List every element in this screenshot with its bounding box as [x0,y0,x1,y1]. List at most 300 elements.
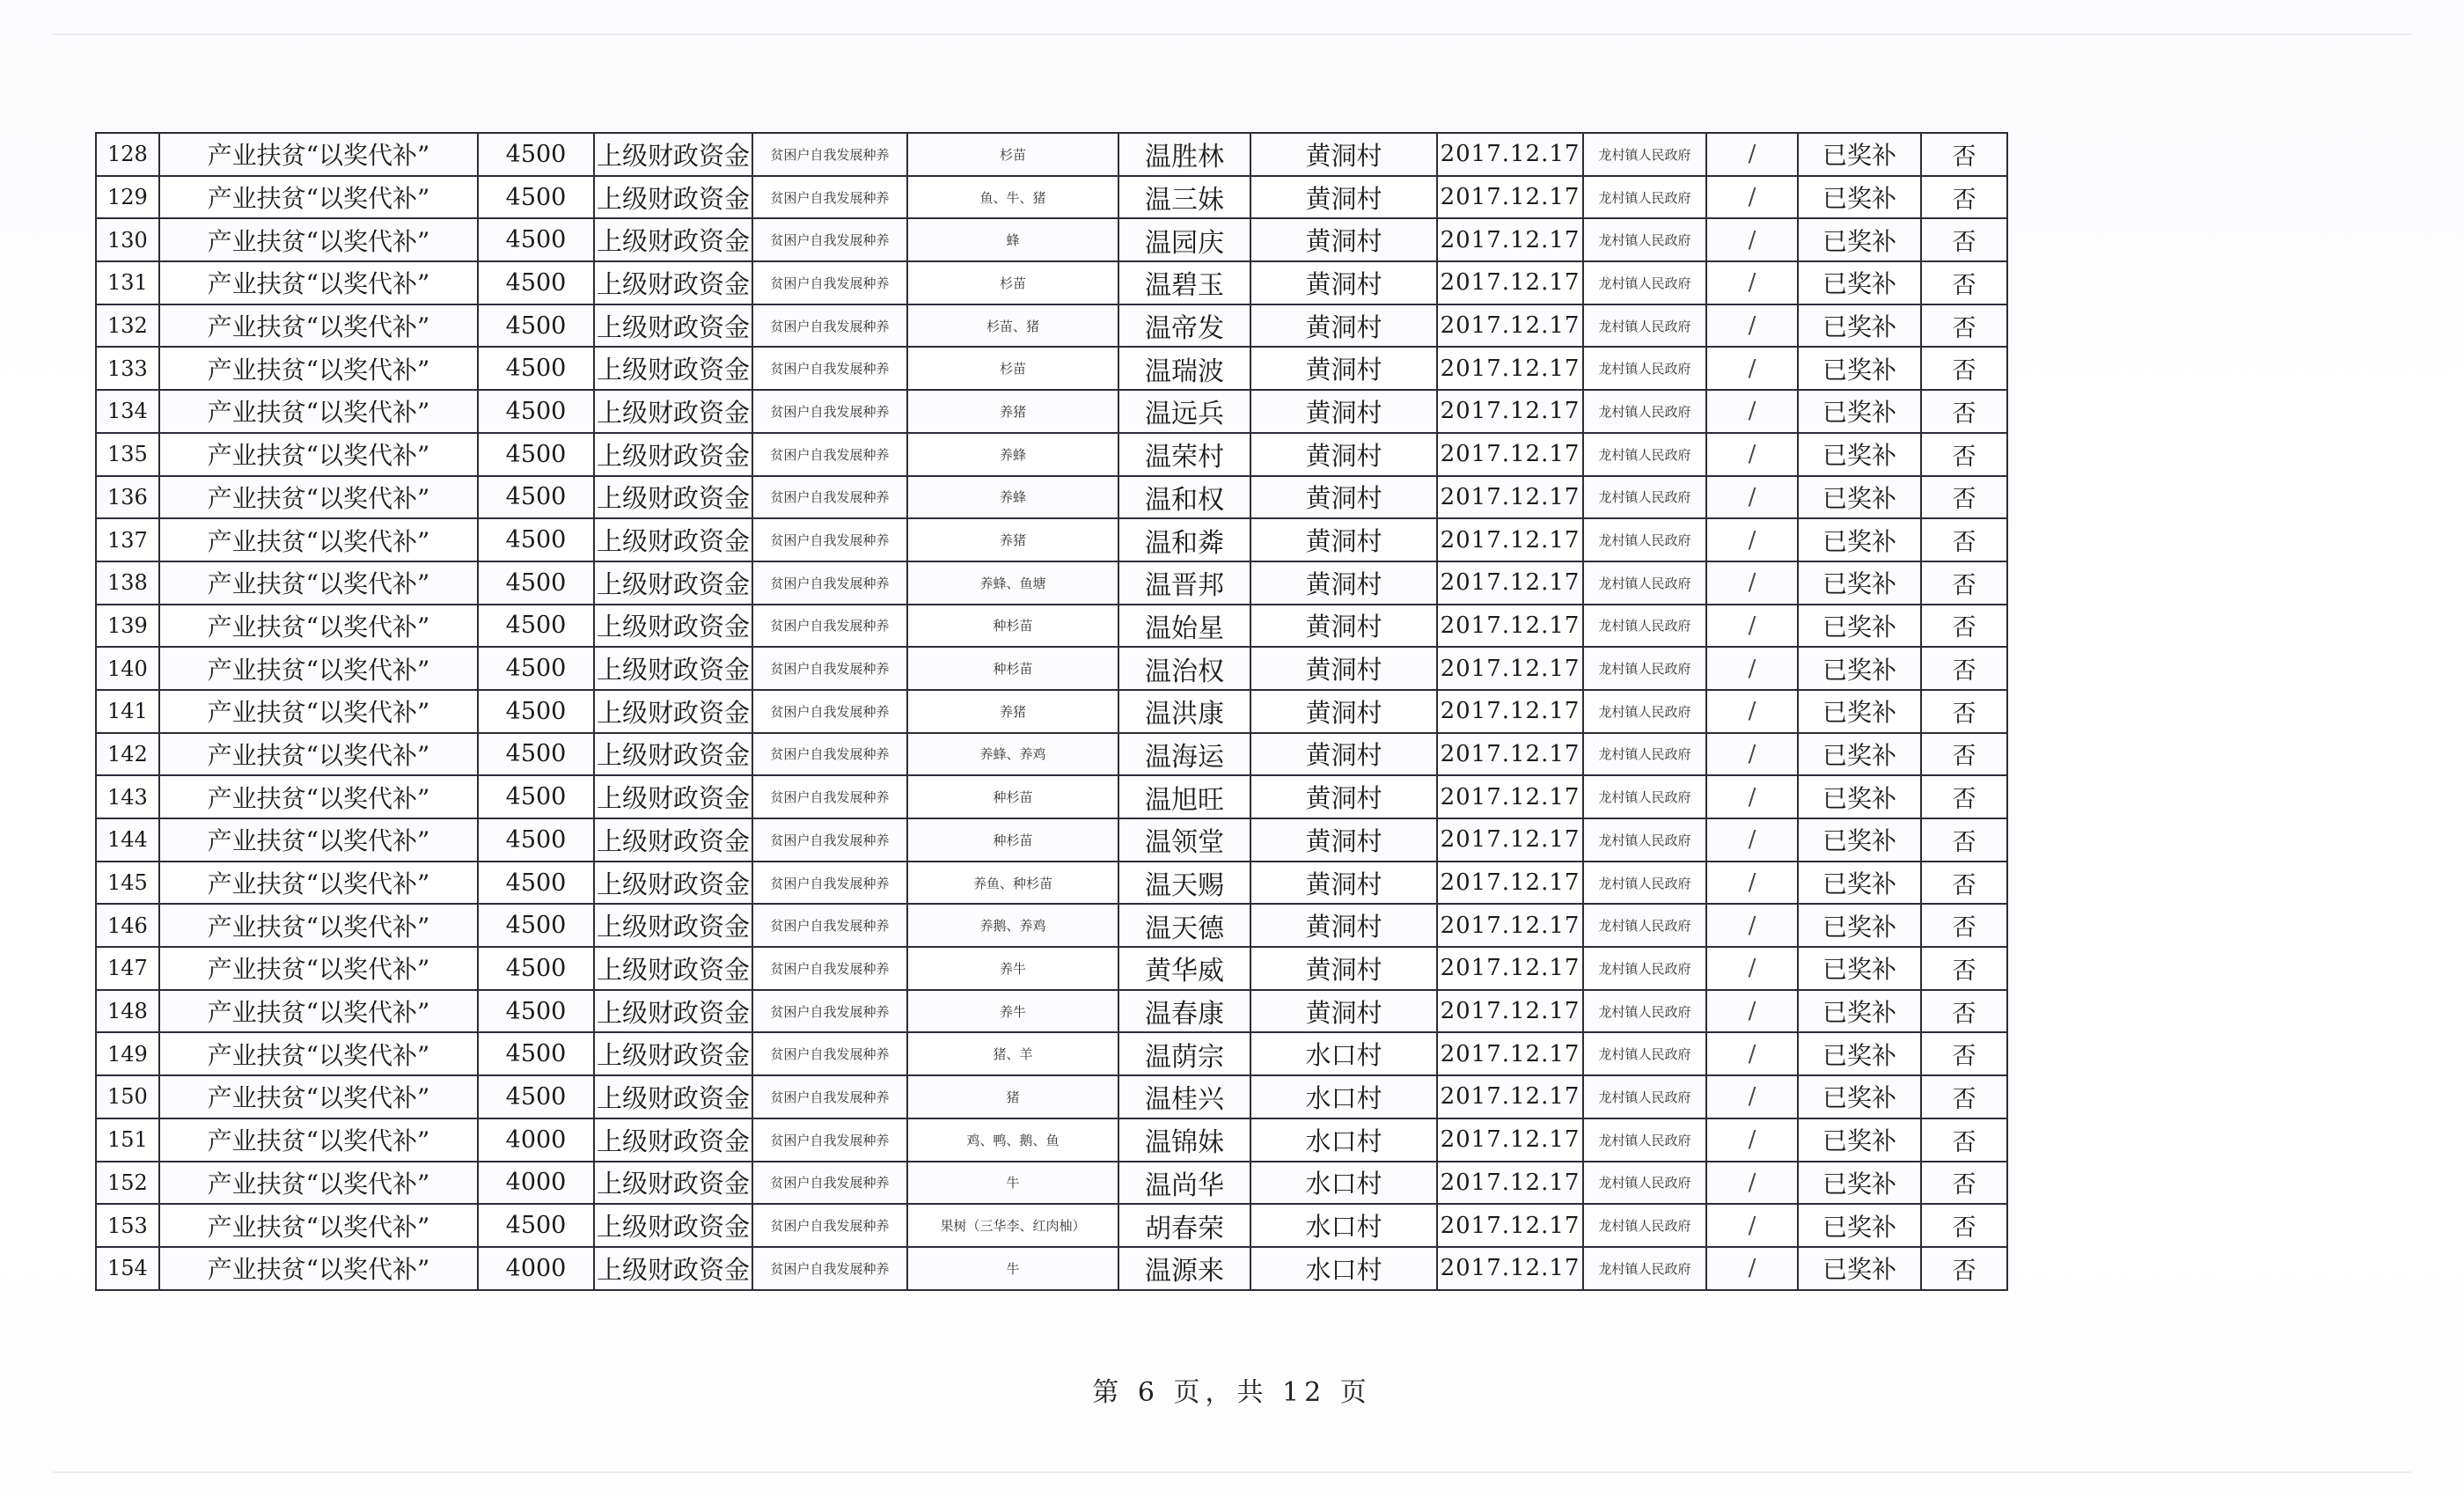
subsidy-status: 已奖补 [1798,390,1921,433]
breeding-detail: 蜂 [907,218,1118,261]
beneficiary-name: 温远兵 [1118,390,1250,433]
breeding-detail: 猪 [907,1075,1118,1118]
breeding-detail: 养猪 [907,390,1118,433]
approving-authority: 龙村镇人民政府 [1583,862,1706,905]
beneficiary-name: 温和粦 [1118,518,1250,561]
approval-date: 2017.12.17 [1437,433,1583,476]
approval-date: 2017.12.17 [1437,218,1583,261]
project-type: 贫困户自我发展种养 [752,561,907,605]
approval-date: 2017.12.17 [1437,904,1583,947]
village-name: 黄洞村 [1250,133,1437,176]
fund-source: 上级财政资金 [594,133,752,176]
subsidy-status: 已奖补 [1798,605,1921,648]
subsidy-status: 已奖补 [1798,904,1921,947]
table-row [96,261,2007,304]
fund-source: 上级财政资金 [594,261,752,304]
approving-authority: 龙村镇人民政府 [1583,690,1706,733]
approving-authority: 龙村镇人民政府 [1583,647,1706,690]
remark-cell: / [1706,1247,1798,1290]
village-name: 黄洞村 [1250,818,1437,862]
beneficiary-name: 温三妹 [1118,176,1250,219]
row-number: 147 [96,947,159,990]
row-number: 151 [96,1118,159,1162]
project-type: 贫困户自我发展种养 [752,775,907,818]
approval-date: 2017.12.17 [1437,1075,1583,1118]
flag-cell: 否 [1921,218,2007,261]
fund-source: 上级财政资金 [594,561,752,605]
subsidy-status: 已奖补 [1798,176,1921,219]
village-name: 黄洞村 [1250,261,1437,304]
flag-cell: 否 [1921,733,2007,776]
table-row [96,304,2007,348]
row-number: 128 [96,133,159,176]
row-number: 144 [96,818,159,862]
remark-cell: / [1706,605,1798,648]
table-row [96,390,2007,433]
project-type: 贫困户自我发展种养 [752,1162,907,1205]
project-name: 产业扶贫“以奖代补” [159,904,478,947]
subsidy-status: 已奖补 [1798,433,1921,476]
approving-authority: 龙村镇人民政府 [1583,304,1706,348]
project-name: 产业扶贫“以奖代补” [159,133,478,176]
beneficiary-name: 温瑞波 [1118,347,1250,390]
row-number: 131 [96,261,159,304]
fund-source: 上级财政资金 [594,733,752,776]
row-number: 135 [96,433,159,476]
subsidy-status: 已奖补 [1798,1075,1921,1118]
approving-authority: 龙村镇人民政府 [1583,347,1706,390]
table-row [96,1075,2007,1118]
beneficiary-name: 温旭旺 [1118,775,1250,818]
fund-source: 上级财政资金 [594,518,752,561]
fund-source: 上级财政资金 [594,1075,752,1118]
approval-date: 2017.12.17 [1437,518,1583,561]
subsidy-status: 已奖补 [1798,1204,1921,1247]
row-number: 133 [96,347,159,390]
approval-date: 2017.12.17 [1437,304,1583,348]
project-name: 产业扶贫“以奖代补” [159,733,478,776]
subsidy-amount: 4500 [478,133,594,176]
subsidy-amount: 4500 [478,347,594,390]
breeding-detail: 种杉苗 [907,647,1118,690]
fund-source: 上级财政资金 [594,1247,752,1290]
beneficiary-name: 温桂兴 [1118,1075,1250,1118]
fund-source: 上级财政资金 [594,176,752,219]
subsidy-amount: 4500 [478,862,594,905]
subsidy-amount: 4500 [478,647,594,690]
project-name: 产业扶贫“以奖代补” [159,518,478,561]
beneficiary-name: 温治权 [1118,647,1250,690]
breeding-detail: 养牛 [907,990,1118,1033]
breeding-detail: 鱼、牛、猪 [907,176,1118,219]
approving-authority: 龙村镇人民政府 [1583,775,1706,818]
project-type: 贫困户自我发展种养 [752,1032,907,1075]
row-number: 145 [96,862,159,905]
village-name: 黄洞村 [1250,947,1437,990]
subsidy-status: 已奖补 [1798,990,1921,1033]
row-number: 142 [96,733,159,776]
table-row [96,1204,2007,1247]
breeding-detail: 养鹅、养鸡 [907,904,1118,947]
breeding-detail: 种杉苗 [907,605,1118,648]
breeding-detail: 牛 [907,1247,1118,1290]
flag-cell: 否 [1921,605,2007,648]
beneficiary-name: 温洪康 [1118,690,1250,733]
breeding-detail: 种杉苗 [907,775,1118,818]
village-name: 黄洞村 [1250,176,1437,219]
row-number: 141 [96,690,159,733]
table-row [96,1118,2007,1162]
approval-date: 2017.12.17 [1437,1118,1583,1162]
approving-authority: 龙村镇人民政府 [1583,1162,1706,1205]
approving-authority: 龙村镇人民政府 [1583,904,1706,947]
table-row [96,733,2007,776]
table-row [96,433,2007,476]
fund-source: 上级财政资金 [594,690,752,733]
project-type: 贫困户自我发展种养 [752,862,907,905]
flag-cell: 否 [1921,1162,2007,1205]
subsidy-status: 已奖补 [1798,347,1921,390]
subsidy-amount: 4500 [478,1075,594,1118]
subsidy-amount: 4500 [478,518,594,561]
row-number: 143 [96,775,159,818]
project-type: 贫困户自我发展种养 [752,605,907,648]
project-name: 产业扶贫“以奖代补” [159,1118,478,1162]
village-name: 黄洞村 [1250,561,1437,605]
subsidy-status: 已奖补 [1798,818,1921,862]
approval-date: 2017.12.17 [1437,818,1583,862]
subsidy-status: 已奖补 [1798,518,1921,561]
flag-cell: 否 [1921,176,2007,219]
approval-date: 2017.12.17 [1437,733,1583,776]
subsidy-status: 已奖补 [1798,862,1921,905]
remark-cell: / [1706,518,1798,561]
project-name: 产业扶贫“以奖代补” [159,947,478,990]
fund-source: 上级财政资金 [594,304,752,348]
project-type: 贫困户自我发展种养 [752,690,907,733]
table-row [96,947,2007,990]
village-name: 水口村 [1250,1075,1437,1118]
beneficiary-name: 温天德 [1118,904,1250,947]
remark-cell: / [1706,947,1798,990]
approving-authority: 龙村镇人民政府 [1583,990,1706,1033]
subsidy-status: 已奖补 [1798,947,1921,990]
village-name: 水口村 [1250,1032,1437,1075]
approval-date: 2017.12.17 [1437,261,1583,304]
approving-authority: 龙村镇人民政府 [1583,261,1706,304]
table-row [96,1032,2007,1075]
project-name: 产业扶贫“以奖代补” [159,1032,478,1075]
table-body [96,133,2007,1290]
approval-date: 2017.12.17 [1437,1162,1583,1205]
beneficiary-name: 温园庆 [1118,218,1250,261]
fund-source: 上级财政资金 [594,947,752,990]
subsidy-status: 已奖补 [1798,218,1921,261]
approval-date: 2017.12.17 [1437,390,1583,433]
table-row [96,133,2007,176]
project-type: 贫困户自我发展种养 [752,433,907,476]
remark-cell: / [1706,647,1798,690]
remark-cell: / [1706,818,1798,862]
row-number: 130 [96,218,159,261]
flag-cell: 否 [1921,775,2007,818]
approving-authority: 龙村镇人民政府 [1583,733,1706,776]
breeding-detail: 牛 [907,1162,1118,1205]
beneficiary-name: 温和权 [1118,476,1250,519]
beneficiary-name: 温胜林 [1118,133,1250,176]
subsidy-table [95,132,2008,1291]
remark-cell: / [1706,1204,1798,1247]
breeding-detail: 猪、羊 [907,1032,1118,1075]
row-number: 134 [96,390,159,433]
flag-cell: 否 [1921,1247,2007,1290]
project-type: 贫困户自我发展种养 [752,518,907,561]
row-number: 146 [96,904,159,947]
subsidy-amount: 4500 [478,733,594,776]
project-type: 贫困户自我发展种养 [752,818,907,862]
project-type: 贫困户自我发展种养 [752,1247,907,1290]
project-type: 贫困户自我发展种养 [752,261,907,304]
project-type: 贫困户自我发展种养 [752,990,907,1033]
project-name: 产业扶贫“以奖代补” [159,647,478,690]
scan-artifact-line [53,1471,2411,1473]
project-type: 贫困户自我发展种养 [752,904,907,947]
row-number: 152 [96,1162,159,1205]
approval-date: 2017.12.17 [1437,133,1583,176]
flag-cell: 否 [1921,1032,2007,1075]
project-name: 产业扶贫“以奖代补” [159,990,478,1033]
row-number: 153 [96,1204,159,1247]
project-name: 产业扶贫“以奖代补” [159,304,478,348]
fund-source: 上级财政资金 [594,390,752,433]
fund-source: 上级财政资金 [594,775,752,818]
village-name: 黄洞村 [1250,733,1437,776]
project-name: 产业扶贫“以奖代补” [159,476,478,519]
approving-authority: 龙村镇人民政府 [1583,1032,1706,1075]
village-name: 黄洞村 [1250,476,1437,519]
approving-authority: 龙村镇人民政府 [1583,605,1706,648]
project-type: 贫困户自我发展种养 [752,218,907,261]
approval-date: 2017.12.17 [1437,347,1583,390]
fund-source: 上级财政资金 [594,433,752,476]
flag-cell: 否 [1921,261,2007,304]
beneficiary-name: 温碧玉 [1118,261,1250,304]
row-number: 129 [96,176,159,219]
remark-cell: / [1706,561,1798,605]
approval-date: 2017.12.17 [1437,990,1583,1033]
subsidy-status: 已奖补 [1798,733,1921,776]
table-row [96,518,2007,561]
approving-authority: 龙村镇人民政府 [1583,1247,1706,1290]
approving-authority: 龙村镇人民政府 [1583,390,1706,433]
remark-cell: / [1706,990,1798,1033]
subsidy-amount: 4500 [478,390,594,433]
remark-cell: / [1706,904,1798,947]
page-number: 第 6 页，共 12 页 [1092,1377,1372,1408]
remark-cell: / [1706,390,1798,433]
project-type: 贫困户自我发展种养 [752,1075,907,1118]
subsidy-status: 已奖补 [1798,561,1921,605]
beneficiary-name: 温源来 [1118,1247,1250,1290]
fund-source: 上级财政资金 [594,818,752,862]
flag-cell: 否 [1921,990,2007,1033]
subsidy-status: 已奖补 [1798,1247,1921,1290]
village-name: 黄洞村 [1250,605,1437,648]
village-name: 黄洞村 [1250,518,1437,561]
fund-source: 上级财政资金 [594,904,752,947]
flag-cell: 否 [1921,647,2007,690]
table-row [96,862,2007,905]
approval-date: 2017.12.17 [1437,561,1583,605]
remark-cell: / [1706,862,1798,905]
beneficiary-name: 温帝发 [1118,304,1250,348]
row-number: 150 [96,1075,159,1118]
beneficiary-name: 温荣村 [1118,433,1250,476]
flag-cell: 否 [1921,561,2007,605]
approval-date: 2017.12.17 [1437,605,1583,648]
remark-cell: / [1706,690,1798,733]
remark-cell: / [1706,733,1798,776]
breeding-detail: 果树（三华李、红肉柚） [907,1204,1118,1247]
table-row [96,476,2007,519]
subsidy-amount: 4500 [478,690,594,733]
row-number: 138 [96,561,159,605]
beneficiary-name: 温晋邦 [1118,561,1250,605]
project-type: 贫困户自我发展种养 [752,733,907,776]
village-name: 黄洞村 [1250,433,1437,476]
project-name: 产业扶贫“以奖代补” [159,561,478,605]
project-name: 产业扶贫“以奖代补” [159,1162,478,1205]
breeding-detail: 养猪 [907,690,1118,733]
subsidy-amount: 4500 [478,990,594,1033]
flag-cell: 否 [1921,690,2007,733]
approving-authority: 龙村镇人民政府 [1583,433,1706,476]
fund-source: 上级财政资金 [594,1162,752,1205]
remark-cell: / [1706,304,1798,348]
approval-date: 2017.12.17 [1437,947,1583,990]
flag-cell: 否 [1921,862,2007,905]
approving-authority: 龙村镇人民政府 [1583,518,1706,561]
subsidy-status: 已奖补 [1798,775,1921,818]
project-name: 产业扶贫“以奖代补” [159,818,478,862]
project-name: 产业扶贫“以奖代补” [159,347,478,390]
project-type: 贫困户自我发展种养 [752,947,907,990]
subsidy-amount: 4500 [478,433,594,476]
village-name: 黄洞村 [1250,218,1437,261]
village-name: 黄洞村 [1250,775,1437,818]
project-type: 贫困户自我发展种养 [752,133,907,176]
project-name: 产业扶贫“以奖代补” [159,390,478,433]
project-name: 产业扶贫“以奖代补” [159,1247,478,1290]
fund-source: 上级财政资金 [594,1118,752,1162]
remark-cell: / [1706,1118,1798,1162]
subsidy-amount: 4500 [478,605,594,648]
village-name: 黄洞村 [1250,904,1437,947]
fund-source: 上级财政资金 [594,862,752,905]
village-name: 黄洞村 [1250,990,1437,1033]
breeding-detail: 杉苗 [907,347,1118,390]
village-name: 水口村 [1250,1204,1437,1247]
row-number: 154 [96,1247,159,1290]
row-number: 137 [96,518,159,561]
flag-cell: 否 [1921,476,2007,519]
subsidy-amount: 4500 [478,1204,594,1247]
project-name: 产业扶贫“以奖代补” [159,862,478,905]
subsidy-amount: 4500 [478,818,594,862]
village-name: 黄洞村 [1250,647,1437,690]
flag-cell: 否 [1921,818,2007,862]
subsidy-amount: 4500 [478,904,594,947]
subsidy-amount: 4500 [478,1032,594,1075]
subsidy-status: 已奖补 [1798,261,1921,304]
approving-authority: 龙村镇人民政府 [1583,133,1706,176]
table-row [96,990,2007,1033]
village-name: 黄洞村 [1250,304,1437,348]
row-number: 132 [96,304,159,348]
approval-date: 2017.12.17 [1437,647,1583,690]
remark-cell: / [1706,218,1798,261]
remark-cell: / [1706,1032,1798,1075]
subsidy-amount: 4500 [478,775,594,818]
approval-date: 2017.12.17 [1437,775,1583,818]
beneficiary-name: 温海运 [1118,733,1250,776]
approving-authority: 龙村镇人民政府 [1583,218,1706,261]
subsidy-amount: 4500 [478,947,594,990]
remark-cell: / [1706,1162,1798,1205]
village-name: 黄洞村 [1250,347,1437,390]
project-name: 产业扶贫“以奖代补” [159,176,478,219]
project-type: 贫困户自我发展种养 [752,176,907,219]
beneficiary-name: 温春康 [1118,990,1250,1033]
table-row [96,818,2007,862]
table-row [96,561,2007,605]
approving-authority: 龙村镇人民政府 [1583,947,1706,990]
breeding-detail: 养鱼、种杉苗 [907,862,1118,905]
project-name: 产业扶贫“以奖代补” [159,605,478,648]
table-row [96,775,2007,818]
flag-cell: 否 [1921,904,2007,947]
breeding-detail: 养蜂 [907,433,1118,476]
fund-source: 上级财政资金 [594,347,752,390]
project-type: 贫困户自我发展种养 [752,347,907,390]
subsidy-status: 已奖补 [1798,1118,1921,1162]
remark-cell: / [1706,476,1798,519]
subsidy-amount: 4500 [478,261,594,304]
approval-date: 2017.12.17 [1437,690,1583,733]
flag-cell: 否 [1921,1118,2007,1162]
project-name: 产业扶贫“以奖代补” [159,261,478,304]
approving-authority: 龙村镇人民政府 [1583,1075,1706,1118]
fund-source: 上级财政资金 [594,218,752,261]
beneficiary-name: 胡春荣 [1118,1204,1250,1247]
table-row [96,690,2007,733]
remark-cell: / [1706,1075,1798,1118]
village-name: 水口村 [1250,1162,1437,1205]
breeding-detail: 杉苗、猪 [907,304,1118,348]
subsidy-amount: 4500 [478,561,594,605]
table-row [96,904,2007,947]
fund-source: 上级财政资金 [594,476,752,519]
project-name: 产业扶贫“以奖代补” [159,218,478,261]
approving-authority: 龙村镇人民政府 [1583,176,1706,219]
subsidy-status: 已奖补 [1798,133,1921,176]
beneficiary-name: 温荫宗 [1118,1032,1250,1075]
approving-authority: 龙村镇人民政府 [1583,1118,1706,1162]
subsidy-amount: 4500 [478,476,594,519]
table-row [96,218,2007,261]
flag-cell: 否 [1921,947,2007,990]
flag-cell: 否 [1921,347,2007,390]
